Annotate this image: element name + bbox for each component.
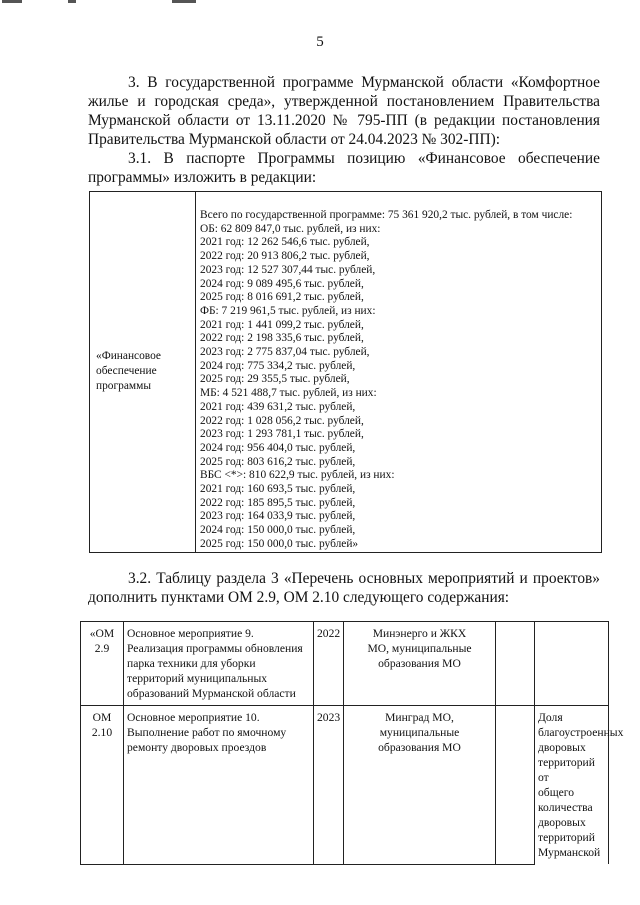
finance-line: 2025 год: 29 355,5 тыс. рублей, <box>200 373 350 386</box>
om-empty-cell <box>496 706 535 865</box>
om-indicator-line: Доля <box>538 711 563 724</box>
om-description-line: образований Мурманской области <box>127 687 296 700</box>
paragraph-line: программы» изложить в редакции: <box>88 169 317 186</box>
om-indicator-cell <box>535 622 609 706</box>
om-year-cell <box>314 622 344 706</box>
om-indicator-line: Мурманской <box>538 846 601 859</box>
page-number: 5 <box>316 34 324 50</box>
finance-line: 2022 год: 2 198 335,6 тыс. рублей, <box>200 332 364 345</box>
scan-top-marks <box>0 0 640 4</box>
om-responsible-line: МО, муниципальные <box>367 642 472 655</box>
om-description-line: ремонту дворовых проездов <box>127 741 267 754</box>
om-description-line: Основное мероприятие 10. <box>127 711 260 724</box>
om-year: 2022 <box>317 627 341 640</box>
finance-line: 2023 год: 2 775 837,04 тыс. рублей, <box>200 346 370 359</box>
om-indicator-cell <box>535 706 624 865</box>
om-indicator-line: количества <box>538 801 593 814</box>
paragraph-line: Правительства Мурманской области от 24.04.2023 № 302-ПП): <box>88 131 501 148</box>
paragraph-line: 3. В государственной программе Мурманской области «Комфортное <box>128 74 600 91</box>
om-indicator-line: территорий от <box>538 756 595 784</box>
paragraph-3-1 <box>88 149 600 187</box>
finance-line: Всего по государственной программе: 75 361 920,2 тыс. рублей, в том числе: <box>200 209 573 221</box>
finance-line: 2024 год: 150 000,0 тыс. рублей, <box>200 524 356 537</box>
om-year-cell <box>314 706 344 865</box>
om-number-line: 2.9 <box>94 642 110 655</box>
paragraph-3 <box>88 73 600 149</box>
om-empty-cell <box>496 622 535 706</box>
om-indicator-line: территорий <box>538 831 595 844</box>
om-number-line: «ОМ <box>89 627 115 640</box>
om-description-line: Основное мероприятие 9. <box>127 627 254 640</box>
om-indicator-line: благоустроенных <box>538 726 624 739</box>
table-row <box>81 706 609 865</box>
finance-line: 2024 год: 9 089 495,6 тыс. рублей, <box>200 277 364 290</box>
paragraph-line: дополнить пунктами ОМ 2.9, ОМ 2.10 следующего содержания: <box>88 589 510 606</box>
finance-line: 2022 год: 20 913 806,2 тыс. рублей, <box>200 250 370 263</box>
paragraph-line: 3.1. В паспорте Программы позицию «Финансовое обеспечение <box>128 150 600 167</box>
finance-line: 2025 год: 8 016 691,2 тыс. рублей, <box>200 291 364 304</box>
finance-values-cell <box>196 192 602 553</box>
om-responsible-line: Минэнерго и ЖКХ <box>372 627 467 640</box>
om-responsible-line: образования МО <box>378 741 461 754</box>
om-number-cell <box>81 706 124 865</box>
finance-line: МБ: 4 521 488,7 тыс. рублей, из них: <box>200 387 377 400</box>
finance-line: 2023 год: 164 033,9 тыс. рублей, <box>200 510 356 523</box>
paragraph-line: жилье и городская среда», утвержденной постановлением Правительства <box>88 93 600 110</box>
om-description-line: территорий муниципальных <box>127 672 268 685</box>
finance-line: 2023 год: 1 293 781,1 тыс. рублей, <box>200 428 364 441</box>
finance-line: 2025 год: 150 000,0 тыс. рублей» <box>200 537 359 550</box>
om-description-cell <box>124 622 314 706</box>
finance-line: ОБ: 62 809 847,0 тыс. рублей, из них: <box>200 222 381 235</box>
finance-line: ВБС <*>: 810 622,9 тыс. рублей, из них: <box>200 469 395 482</box>
om-responsible-line: Минград МО, <box>385 711 454 724</box>
paragraph-3-2 <box>88 569 600 607</box>
finance-line: 2024 год: 956 404,0 тыс. рублей, <box>200 441 356 454</box>
table-row <box>81 622 609 706</box>
om-indicator-line: общего <box>538 786 575 799</box>
om-indicator-line: дворовых <box>538 741 586 754</box>
om-number-cell <box>81 622 124 706</box>
om-description-line: Реализация программы обновления <box>127 642 303 655</box>
finance-line: 2022 год: 1 028 056,2 тыс. рублей, <box>200 414 364 427</box>
paragraph-line: Мурманской области от 13.11.2020 № 795-ПП (в редакции постановления <box>88 112 600 129</box>
om-description-line: Выполнение работ по ямочному <box>127 726 287 739</box>
finance-line: 2021 год: 12 262 546,6 тыс. рублей, <box>200 236 370 249</box>
finance-line: 2023 год: 12 527 307,44 тыс. рублей, <box>200 263 376 276</box>
finance-line: 2021 год: 1 441 099,2 тыс. рублей, <box>200 318 364 331</box>
finance-label-line: обеспечение <box>96 365 157 378</box>
om-indicator-line: дворовых <box>538 816 586 829</box>
om-description-line: парка техники для уборки <box>127 657 256 670</box>
paragraph-line: 3.2. Таблицу раздела 3 «Перечень основных мероприятий и проектов» <box>128 570 600 587</box>
finance-line: 2021 год: 160 693,5 тыс. рублей, <box>200 483 356 496</box>
finance-line: ФБ: 7 219 961,5 тыс. рублей, из них: <box>200 304 376 317</box>
om-table <box>80 621 624 865</box>
finance-table <box>89 191 602 553</box>
finance-label-cell <box>90 192 196 553</box>
om-number-line: 2.10 <box>91 726 113 739</box>
finance-label-line: программы <box>96 380 151 393</box>
om-responsible-cell <box>344 706 496 865</box>
om-description-cell <box>124 706 314 865</box>
om-number-line: ОМ <box>92 711 112 724</box>
om-responsible-line: муниципальные <box>379 726 460 739</box>
finance-label-line: «Финансовое <box>96 350 161 363</box>
om-responsible-line: образования МО <box>378 657 461 670</box>
om-responsible-cell <box>344 622 496 706</box>
finance-line: 2024 год: 775 334,2 тыс. рублей, <box>200 359 356 372</box>
finance-line: 2025 год: 803 616,2 тыс. рублей, <box>200 455 356 468</box>
finance-line: 2021 год: 439 631,2 тыс. рублей, <box>200 400 356 413</box>
finance-line: 2022 год: 185 895,5 тыс. рублей, <box>200 496 356 509</box>
om-year: 2023 <box>317 711 341 724</box>
